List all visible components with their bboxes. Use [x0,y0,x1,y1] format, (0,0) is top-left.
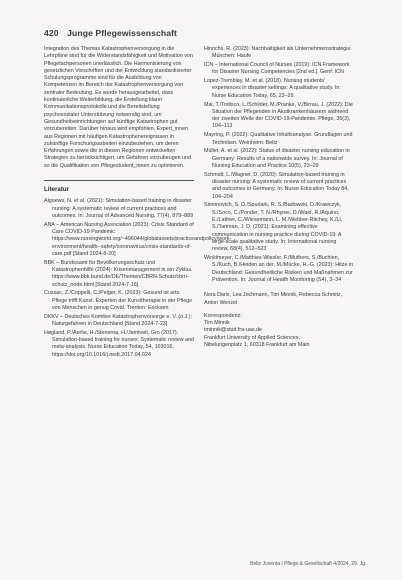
reference-item: ANA – American Nursing Association (2023): Crisis Standard of Care COVID-19 Pandemic https://www.nursingworld.org/~496044/globalassets/practiceandpolicy/work-environment/health--safety/coronavirus/crisis-standards-of-care.pdf [Stand 2024-8-20] [44,221,232,257]
reference-item: Schmidt, L./Wagner, D. (2020): Simulation-based training in disaster nursing: A systematic review of current practices and outcomes in Germany. In: Nurse Education Today 84, 104–204 [204,171,349,200]
section-divider [44,180,194,181]
reference-item: ICN – International Council of Nurses (2019): ICN Framework for Disaster Nursing Competencies [2nd ed.]. Genf: ICN [204,62,350,76]
reference-item: DKKV – Deutsches Komitee Katastrophenvorsorge e. V. (o.J.): Naturgefahren in Deutschland [Stand 2024-7-23] [44,313,193,328]
reference-item: Mayring, P. (2022): Qualitative Inhaltsanalyse. Grundlagen und Techniken. Weinheim: Beltz [204,132,353,146]
contact-email[interactable]: tminnik@stud.fra-uas.de [204,327,262,334]
reference-item: Algoews, N. et al. (2021): Simulation-based training in disaster nursing: A systematic review of current practices and outcomes. In: Journal of Advanced Nursing, 77(4), 879–889 [44,198,194,219]
page-header [44,28,382,38]
page-number: 420 [44,28,59,38]
right-column [204,46,354,349]
reference-item: Lopez-Tremblay, M. et al. (2018). Nursing students' experiences in disaster settings: A qualitative study. In: Nurse Education Today, 65, 23–29. [204,78,341,99]
contact-title: Korrespondenz: [204,312,242,319]
reference-item: Høgland, P./Aerlie, H./Stenerna, H./Jamtveit, Gro (2017). Simulation-based training for nurses: Systematic review and meta-analysis. Nurse Education Today, 54, 103016, https://doi.org/10.1016/j.nedt.2017.04.024 [44,329,194,358]
literature-heading: Literatur [44,186,70,194]
reference-item: Simonovich, S. D./Spurlark, R. S./Badowski, D./Krawczyk, S./Soco, C./Ponder, T. N./Rhyner, D./Waid, R./Aquino, E./Lattner, C./Wiesemann, L. M./Webber-Ritchey, K./Li, S./Tariman, J. D. (2021): Examining effective communication in nursing practice during COVID-19: A large-scale qualitative study. In: International nursing review, 68(4), 512–523 [204,202,343,253]
contact-institution: Frankfurt University of Applied Sciences, [204,334,300,341]
references-list-right [204,46,354,284]
contact-name: Tim Minnik [204,320,230,327]
reference-item: Mai, T./Todisco, L./Schilder, M./Pranke, V./Birrau, J. (2022): Die Situation der Pflegenden in Akutkrankenhäusern während der zweiten Welle der COVID-19-Pandemie. Pflege, 35(3), 104–113 [204,101,353,130]
authors-line: Nora Darix, Lea Jochmann, Tim Minnik, Rebecca Schmitz, Anton Wenzel [204,292,343,306]
page-footer: Beltz Juventa | Pflege & Gesellschaft 4/2024, 29. Jg. [250,561,367,567]
contact-address: Nibelungenplatz 1, 60318 Frankfurt am Main [204,341,310,348]
reference-item: Hinrichs, R. (2023): Nachhaltigkeit als Unternehmensstrategie. München: Haufe [204,46,352,60]
intro-paragraph: Integration des Themas Katastrophenversorgung in die Lehrpläne sind für die Widerstandsfähigkeit und Motivation von Pflegefachpersonen unerlässlich. Die Harmonisierung von gesetzlichen Vorschriften und der Entwicklung standardisierter Schulungsprogramme sind für die Ausbildung von Kompetenzen im Bereich der Katastrophenversorgung von zentraler Bedeutung. Es wurde herausgearbeitet, dass kontinuierliche Weiterbildung, die Erstellung klarer Kommunikationsprotokolle und die Bereitstellung psychosozialer Unterstützung notwendig sind, um Gesundheitseinrichtungen auf künftige Katastrophen gut vorzubereiten. Darüber hinaus wird empfohlen, Expert_innen aus Regionen mit häufigen Katastrophenereignissen in zukünftige Forschungsarbeiten einzubeziehen, um deren Erfahrungen sowie die in diesen Regionen entwickelten Strategien zu berücksichtigen, um Gefahren vorzubeugen und so die Qualifikation von Pflegestudent_innen zu optimieren. [44,46,193,169]
reference-item: Müller, A. et al. (2022): Status of disaster nursing education in Germany: Results of a nationwide survey. In: Journal of Nursing Education and Practice 10(5), 23–29 [204,148,350,169]
reference-item: Cussac, Z./Coppelli, C./Pelger, K. (2023): Gesund ist arts. Pflege trifft Kunst. Experten der Kunsttherapie in der Pflege von Menschen in genug Covid. Trenton: Ericksen [44,290,193,311]
journal-section-title: Junge Pflegewissenschaft [67,28,177,38]
reference-item: BBK – Bundesamt für Bevölkerungsschutz und Katastrophenhilfe (2024): Krisenmanagement in ein Zyklus. https://www.bbk.bund.de/DE/Themen/CBRN-Schutz/cbrn-schutz_node.html [Stand 2024-7-16] [44,259,193,288]
reference-item: Winklmeyer, C./Matthies-Wiesler, F./Muthers, S./Buchien, S./Kuch, B./Heiden an der, M./Mücke, H.-G. (2023): Hitze in Deutschland: Gesundheitliche Risiken und Maßnahmen zur Prävention. In: Journal of Health Monitoring (S4), 3–34 [204,255,354,283]
